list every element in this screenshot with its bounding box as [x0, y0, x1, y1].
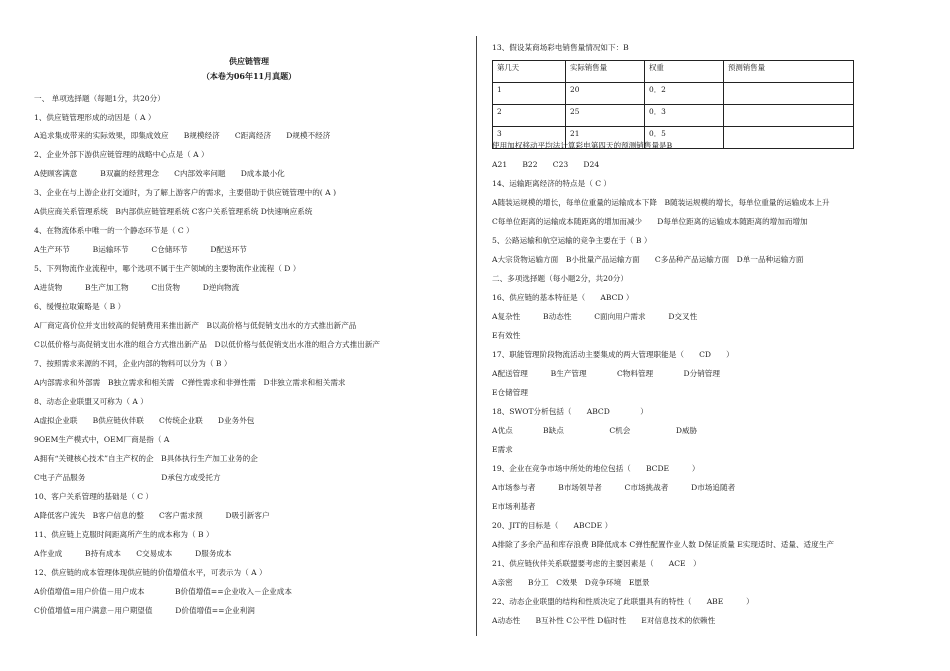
option-line: A虚拟企业联 B供应链伙伴联 C传统企业联 D业务外包: [34, 416, 255, 425]
table-cell: 20: [566, 83, 645, 105]
option-line: A内部需求和外部需 B独立需求和相关需 C弹性需求和非弹性需 D非独立需求和相关需求: [34, 378, 346, 387]
option-line: A使顾客满意 B双赢的经营理念 C内部效率问题 D成本最小化: [34, 169, 285, 178]
option-line: A价值增值=用户价值－用户成本 B价值增值==企业收入－企业成本: [34, 587, 292, 596]
question-line: 4、在物流体系中唯一的一个静态环节是（ C ）: [34, 226, 194, 235]
question-line: 17、职能管理阶段物流活动主要集成的两大管理职能是（ CD ）: [492, 350, 734, 359]
question-line: 12、供应链的成本管理体现供应链的价值增值水平，可表示为（ A ）: [34, 568, 267, 577]
option-line: A排除了多余产品和库存浪费 B降低成本 C弹性配置作业人数 D保证质量 E实现适时、适量、适度生产: [492, 540, 834, 549]
option-line: A作业成 B持有成本 C交易成本 D服务成本: [34, 549, 232, 558]
option-line: E市场利基者: [492, 502, 536, 511]
option-line: A供应商关系管理系统 B内部供应链管理系统 C客户关系管理系统 D快速响应系统: [34, 207, 313, 216]
question-line: 10、客户关系管理的基础是（ C ）: [34, 492, 154, 501]
question-line: 14、运输距离经济的特点是（ C ）: [492, 179, 612, 188]
table-header-cell: 第几天: [493, 61, 566, 83]
option-line: E仓储管理: [492, 388, 528, 397]
option-line: A追求集成带来的实际效果，即集成效应 B规模经济 C距离经济 D规模不经济: [34, 131, 331, 140]
section-heading: 二、多项选择题（每小题2分，共20分）: [492, 274, 628, 283]
question-line: 1、供应链管理形成的动因是（ A ）: [34, 113, 156, 122]
question-line: 6、缓慢拉取策略是（ B ）: [34, 302, 126, 311]
option-line: C电子产品服务 D承包方或受托方: [34, 473, 221, 482]
table-cell: 0．2: [645, 83, 724, 105]
question-line: 11、供应链上克服时间距离所产生的成本称为（ B ）: [34, 530, 214, 539]
table-cell: [724, 127, 854, 149]
option-line: A大宗货物运输方面 B小批量产品运输方面 C多品种产品运输方面 D单一品种运输方面: [492, 255, 804, 264]
table-cell: 3: [493, 127, 566, 149]
table-cell: 21: [566, 127, 645, 149]
option-line: A21 B22 C23 D24: [492, 160, 600, 169]
table-cell: 0．5: [645, 127, 724, 149]
option-line: A拥有“关键核心技术”自主产权的企 B具体执行生产加工业务的企: [34, 454, 258, 463]
question-line: 18、SWOT分析包括（ ABCD ）: [492, 407, 648, 416]
question-line: 20、JIT的目标是（ ABCDE ）: [492, 521, 613, 530]
table-header-cell: 权重: [645, 61, 724, 83]
option-line: A动态性 B互补性 C公平性 D临时性 E对信息技术的依赖性: [492, 616, 716, 625]
question-line: 9OEM生产模式中，OEM厂商是指（ A: [34, 435, 170, 444]
table-header-row: [493, 61, 854, 83]
section-heading: 一、 单项选择题（每题1分，共20分）: [34, 94, 165, 103]
table-header-cell: 预测销售量: [724, 61, 854, 83]
question-line: 21、供应链伙伴关系联盟要考虑的主要因素是（ ACE ）: [492, 559, 701, 568]
question-line: 19、企业在竞争市场中所处的地位包括（ BCDE ）: [492, 464, 700, 473]
document-subtitle: （本卷为06年11月真题）: [201, 71, 297, 81]
option-line: E需求: [492, 445, 513, 454]
option-line: A生产环节 B运输环节 C仓储环节 D配送环节: [34, 245, 247, 254]
option-line: C每单位距离的运输成本随距离的增加而减少 D每单位距离的运输成本随距离的增加而增加: [492, 217, 808, 226]
table-cell: 1: [493, 83, 566, 105]
question-line: 3、企业在与上游企业打交道时，为了解上游客户的需求，主要借助于供应链管理中的( A ): [34, 188, 337, 197]
option-line: A复杂性 B动态性 C面向用户需求 D交叉性: [492, 312, 698, 321]
question-line: 22、动态企业联盟的结构和性质决定了此联盟具有的特性（ ABE ）: [492, 597, 754, 606]
option-line: A市场参与者 B市场领导者 C市场挑战者 D市场追随者: [492, 483, 736, 492]
question-line: 16、供应链的基本特征是（ ABCD ）: [492, 293, 634, 302]
option-line: A随装运规模的增长，每单位重量的运输成本下降 B随装运规模的增长，每单位重量的运输成本上升: [492, 198, 830, 207]
table-cell: [724, 83, 854, 105]
question-line: 使用加权移动平均法计算彩电第四天的预测销售量是B: [492, 141, 673, 150]
table-header-cell: 实际销售量: [566, 61, 645, 83]
question-line: 5、公路运输和航空运输的竞争主要在于（ B ）: [492, 236, 652, 245]
question-line: 8、动态企业联盟又可称为（ A ）: [34, 397, 148, 406]
table-cell: 25: [566, 105, 645, 127]
option-line: A进货物 B生产加工物 C出货物 D逆向物流: [34, 283, 240, 292]
column-divider: [476, 36, 477, 636]
option-line: A优点 B缺点 C机会 D威胁: [492, 426, 698, 435]
table-row: [493, 105, 854, 127]
question-line: 13、假设某商场彩电销售量情况如下：B: [492, 43, 629, 52]
option-line: C以低价格与高促销支出水准的组合方式推出新产品 D以低价格与低促销支出水准的组合方式推出新产: [34, 340, 381, 349]
option-line: A降低客户流失 B客户信息的整 C客户需求预 D吸引新客户: [34, 511, 270, 520]
option-line: A厂商定高价位并支出较高的促销费用来推出新产 B以高价格与低促销支出水的方式推出新产品: [34, 321, 357, 330]
question-line: 7、按照需求来源的不同，企业内部的物料可以分为（ B ）: [34, 359, 232, 368]
option-line: A亲密 B分工 C效果 D竞争环境 E愿景: [492, 578, 650, 587]
table-cell: 2: [493, 105, 566, 127]
table-cell: [724, 105, 854, 127]
option-line: E有效性: [492, 331, 521, 340]
question-line: 2、企业外部下游供应链管理的战略中心点是（ A ）: [34, 150, 209, 159]
option-line: C价值增值=用户满意－用户期望值 D价值增值==企业利润: [34, 606, 255, 615]
sales-table: [492, 60, 854, 149]
document-title: 供应链管理: [229, 56, 269, 66]
option-line: A配送管理 B生产管理 C物料管理 D分销管理: [492, 369, 720, 378]
table-cell: 0．3: [645, 105, 724, 127]
question-line: 5、下列物流作业流程中，哪个选项不属于生产领域的主要物流作业流程（ D ）: [34, 264, 301, 273]
table-row: [493, 83, 854, 105]
